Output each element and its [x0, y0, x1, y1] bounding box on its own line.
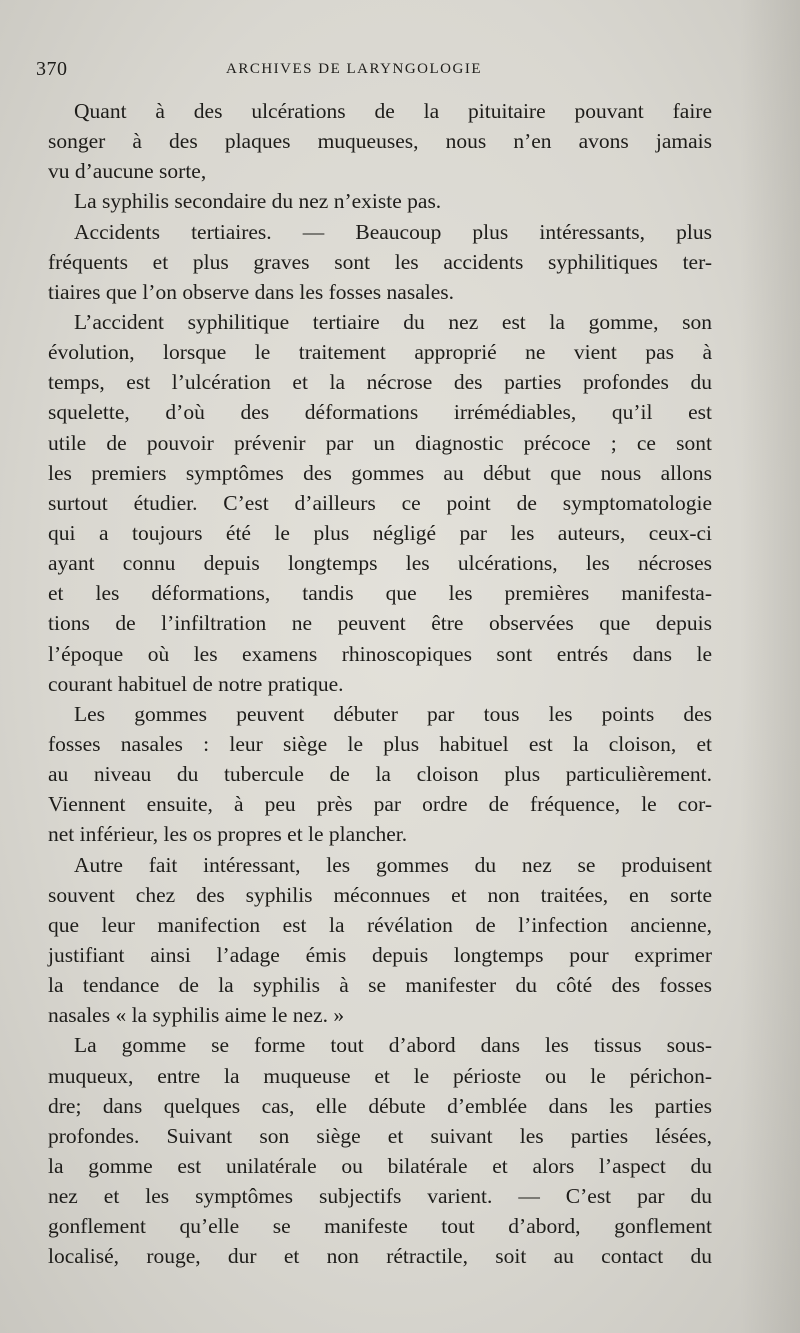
text-line: La gomme se forme tout d’abord dans les tissus sous- [74, 1033, 712, 1058]
text-line: l’époque où les examens rhinoscopiques sont entrés dans le [48, 641, 712, 666]
text-line: net inférieur, les os propres et le plancher. [48, 822, 408, 847]
text-line: Viennent ensuite, à peu près par ordre de fréquence, le cor- [48, 792, 712, 817]
text-line: Autre fait intéressant, les gommes du nez se produisent [74, 852, 712, 877]
text-line: fosses nasales : leur siège le plus habituel est la cloison, et [48, 731, 712, 756]
text-line: temps, est l’ulcération et la nécrose des parties profondes du [48, 370, 712, 395]
text-line: justifiant ainsi l’adage émis depuis longtemps pour exprimer [48, 942, 712, 967]
text-line: Quant à des ulcérations de la pituitaire pouvant faire [74, 99, 712, 123]
text-line: L’accident syphilitique tertiaire du nez est la gomme, son [74, 309, 712, 334]
text-line: La syphilis secondaire du nez n’existe pas. [74, 189, 442, 214]
text-line: qui a toujours été le plus négligé par les auteurs, ceux-ci [48, 520, 712, 545]
text-line: nasales « la syphilis aime le nez. » [48, 1003, 345, 1028]
running-head: ARCHIVES DE LARYNGOLOGIE [226, 61, 482, 77]
text-line: au niveau du tubercule de la cloison plus particulièrement. [48, 762, 712, 787]
text-line: tiaires que l’on observe dans les fosses nasales. [48, 279, 455, 304]
page-edge-shadow [740, 0, 800, 1333]
text-line: localisé, rouge, dur et non rétractile, soit au contact du [48, 1244, 712, 1269]
text-line: nez et les symptômes subjectifs varient. — C’est par du [48, 1184, 712, 1209]
text-line: Accidents tertiaires. — Beaucoup plus intéressants, plus [74, 219, 712, 244]
text-line: muqueux, entre la muqueuse et le périoste ou le périchon- [48, 1063, 712, 1088]
text-line: squelette, d’où des déformations irrémédiables, qu’il est [48, 400, 712, 425]
text-line: que leur manifection est la révélation de l’infection ancienne, [48, 912, 712, 937]
text-line: la gomme est unilatérale ou bilatérale et alors l’aspect du [48, 1153, 712, 1178]
text-line: surtout étudier. C’est d’ailleurs ce point de symptomatologie [48, 490, 712, 515]
text-line: songer à des plaques muqueuses, nous n’en avons jamais [48, 129, 712, 154]
text-line: Les gommes peuvent débuter par tous les points des [74, 701, 712, 726]
text-line: vu d’aucune sorte, [48, 159, 207, 184]
text-line: utile de pouvoir prévenir par un diagnostic précoce ; ce sont [48, 430, 712, 455]
text-line: dre; dans quelques cas, elle débute d’emblée dans les parties [48, 1093, 712, 1118]
page-header [36, 58, 708, 88]
text-line: gonflement qu’elle se manifeste tout d’abord, gonflement [48, 1214, 712, 1239]
text-line: et les déformations, tandis que les premières manifesta- [48, 581, 712, 606]
text-line: profondes. Suivant son siège et suivant les parties lésées, [48, 1123, 712, 1148]
text-line: fréquents et plus graves sont les accidents syphilitiques ter- [48, 249, 712, 274]
text-line: la tendance de la syphilis à se manifester du côté des fosses [48, 973, 712, 998]
text-line: évolution, lorsque le traitement approprié ne vient pas à [48, 340, 712, 365]
text-line: tions de l’infiltration ne peuvent être observées que depuis [48, 611, 712, 636]
page-number: 370 [36, 58, 68, 80]
text-line: ayant connu depuis longtemps les ulcérations, les nécroses [48, 551, 712, 576]
text-line: courant habituel de notre pratique. [48, 671, 344, 696]
body-text [48, 96, 712, 1271]
text-line: souvent chez des syphilis méconnues et non traitées, en sorte [48, 882, 712, 907]
text-line: les premiers symptômes des gommes au début que nous allons [48, 460, 712, 485]
